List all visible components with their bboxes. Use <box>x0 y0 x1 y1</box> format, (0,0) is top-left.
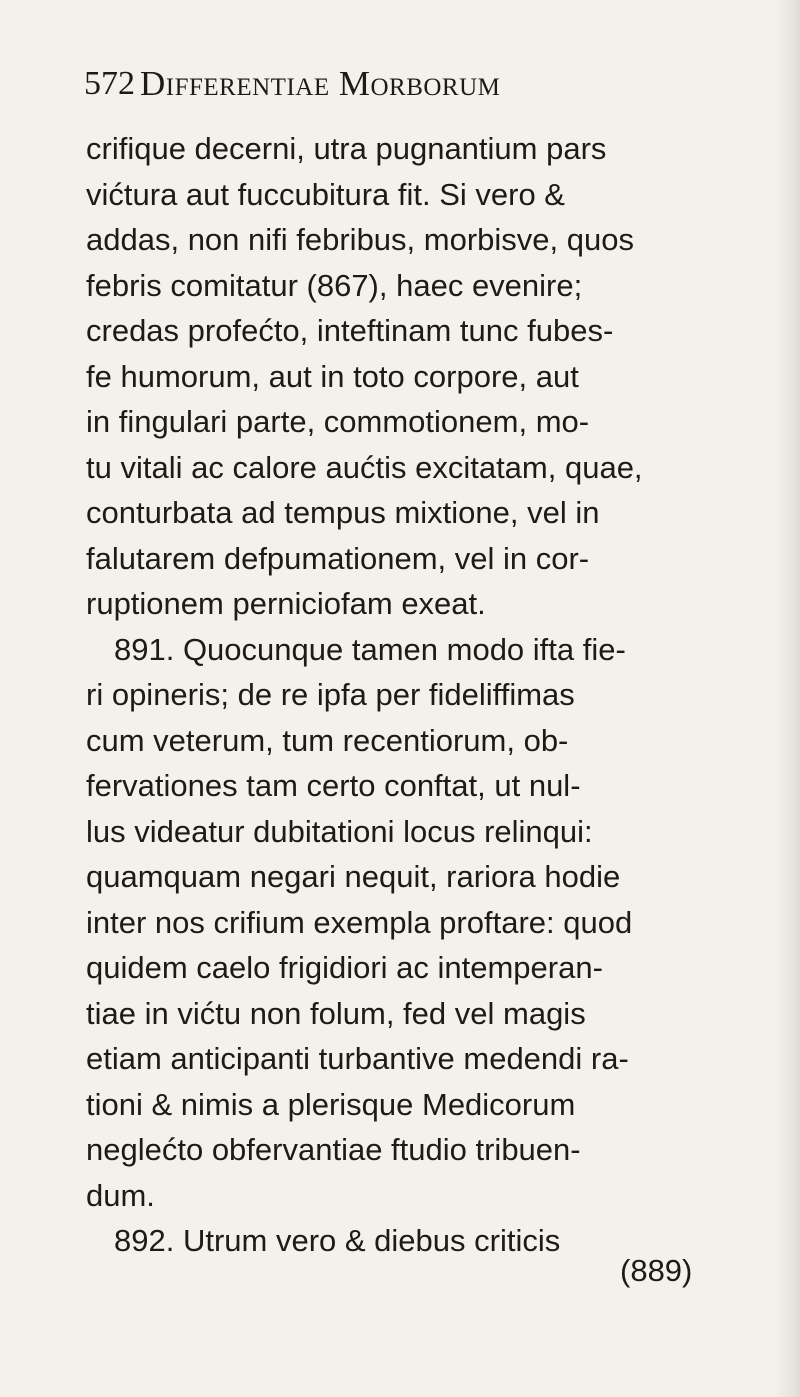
text-line: tioni & nimis a plerisque Medicorum <box>86 1086 576 1122</box>
paragraph-start-line: 891. Quocunque tamen modo ifta fie- <box>114 631 626 667</box>
text-line: ri opineris; de re ipfa per fideliffimas <box>86 677 575 712</box>
text-line: crifique decerni, utra pugnantium pars <box>86 131 607 166</box>
text-line: addas, non nifi febribus, morbisve, quos <box>86 222 634 257</box>
body-text <box>86 126 762 1264</box>
text-line: neglećto obfervantiae ftudio tribuen- <box>86 1132 581 1167</box>
text-line: in fingulari parte, commotionem, mo- <box>86 404 590 439</box>
page-number: 572 <box>84 65 135 102</box>
text-line: dum. <box>86 1177 155 1213</box>
text-line: vićtura aut fuccubitura fit. Si vero & <box>86 176 565 212</box>
text-line: cum veterum, tum recentiorum, ob- <box>86 722 569 758</box>
text-line: quamquam negari nequit, rariora hodie <box>86 859 621 894</box>
text-line: tu vitali ac calore aućtis excitatam, quae, <box>86 449 643 485</box>
text-line: fervationes tam certo conftat, ut nul- <box>86 768 581 803</box>
text-line: inter nos crifium exempla proftare: quod <box>86 904 633 940</box>
text-line: fe humorum, aut in toto corpore, aut <box>86 358 579 394</box>
running-title: Differentiae Morborum <box>140 64 501 103</box>
text-line: conturbata ad tempus mixtione, vel in <box>86 495 600 530</box>
page-header <box>84 62 754 106</box>
text-line: febris comitatur (867), haec evenire; <box>86 267 583 303</box>
text-line: tiae in vićtu non folum, fed vel magis <box>86 995 586 1031</box>
page-edge-shadow <box>774 0 800 1397</box>
text-line: credas profećto, inteftinam tunc fubes- <box>86 313 614 348</box>
paragraph-start-line: 892. Utrum vero & diebus criticis <box>114 1223 561 1258</box>
catchword: (889) <box>620 1253 693 1288</box>
text-line: etiam anticipanti turbantive medendi ra- <box>86 1041 629 1076</box>
text-line: quidem caelo frigidiori ac intemperan- <box>86 950 603 985</box>
text-line: ruptionem perniciofam exeat. <box>86 586 486 621</box>
text-line: lus videatur dubitationi locus relinqui: <box>86 813 593 849</box>
text-line: falutarem defpumationem, vel in cor- <box>86 540 590 576</box>
